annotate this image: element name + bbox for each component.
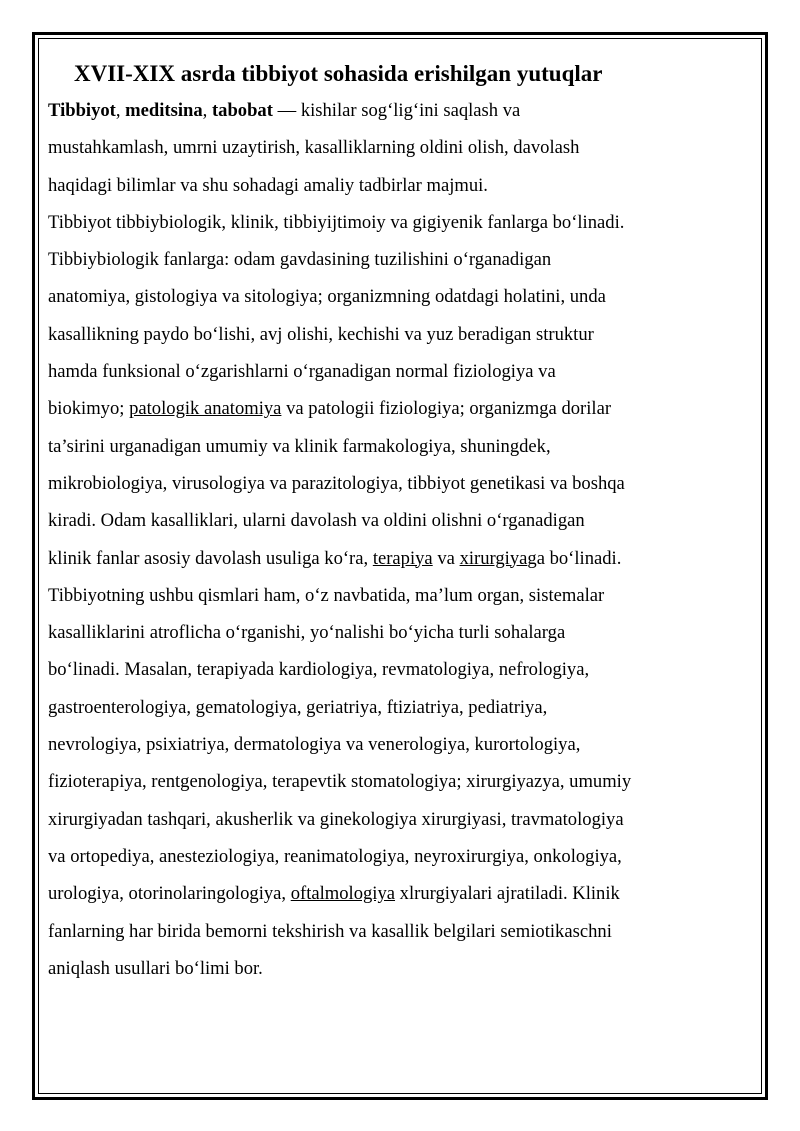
text-line: [48, 390, 738, 427]
term-tabobat: tabobat: [211, 100, 273, 121]
text-line: kasalliklarini atroflicha o‘rganishi, yo‘nalishi bo‘yicha turli sohalarga: [48, 622, 566, 644]
text-line: [48, 92, 738, 129]
text-fragment: va: [432, 547, 460, 569]
separator: ,: [115, 100, 126, 121]
text-line: [48, 875, 738, 912]
text-line: mikrobiologiya, virusologiya va parazitologiya, tibbiyot genetikasi va boshqa: [48, 472, 625, 494]
text-line: ta’sirini urganadigan umumiy va klinik farmakologiya, shuningdek,: [48, 435, 551, 457]
term-meditsina: meditsina: [125, 100, 203, 121]
document-body: [48, 56, 738, 987]
text-fragment: xlrurgiyalari ajratiladi. Klinik: [395, 883, 620, 905]
text-fragment: urologiya, otorinolaringologiya,: [48, 883, 291, 905]
text-line: fanlarning har birida bemorni tekshirish va kasallik belgilari semiotikaschni: [48, 920, 612, 942]
text-line: va ortopediya, anesteziologiya, reanimatologiya, neyroxirurgiya, onkologiya,: [48, 845, 622, 867]
link-xirurgiya[interactable]: xirurgiya: [459, 547, 528, 569]
text-line: Tibbiybiologik fanlarga: odam gavdasining tuzilishini o‘rganadigan: [48, 249, 552, 271]
text-line: gastroenterologiya, gematologiya, geriatriya, ftiziatriya, pediatriya,: [48, 696, 548, 718]
document-title: XVII-XIX asrda tibbiyot sohasida erishilgan yutuqlar: [74, 61, 603, 86]
link-terapiya[interactable]: terapiya: [372, 547, 433, 569]
text-line: fizioterapiya, rentgenologiya, terapevtik stomatologiya; xirurgiyazya, umumiy: [48, 771, 632, 793]
text-line: xirurgiyadan tashqari, akusherlik va ginekologiya xirurgiyasi, travmatologiya: [48, 808, 624, 830]
separator: ,: [202, 100, 212, 121]
text-line: aniqlash usullari bo‘limi bor.: [48, 957, 263, 979]
text-line: kiradi. Odam kasalliklari, ularni davolash va oldini olishni o‘rganadigan: [48, 510, 585, 532]
link-oftalmologiya[interactable]: oftalmologiya: [290, 883, 396, 905]
text-line: nevrologiya, psixiatriya, dermatologiya va venerologiya, kurortologiya,: [48, 734, 581, 756]
text-line: [48, 540, 738, 577]
text-fragment: ga bo‘linadi.: [527, 547, 622, 569]
text-line: kasallikning paydo bo‘lishi, avj olishi, kechishi va yuz beradigan struktur: [48, 323, 594, 345]
text-fragment: — kishilar sog‘lig‘ini saqlash va: [272, 100, 521, 121]
text-line: anatomiya, gistologiya va sitologiya; organizmning odatdagi holatini, unda: [48, 286, 606, 308]
text-line: Tibbiyotning ushbu qismlari ham, o‘z navbatida, ma’lum organ, sistemalar: [48, 584, 605, 606]
text-line: hamda funksional o‘zgarishlarni o‘rganadigan normal fiziologiya va: [48, 361, 556, 383]
text-line: haqidagi bilimlar va shu sohadagi amaliy tadbirlar majmui.: [48, 174, 488, 196]
term-tibbiyot: Tibbiyot: [48, 100, 116, 121]
text-fragment: biokimyo;: [48, 398, 130, 420]
text-line: Tibbiyot tibbiybiologik, klinik, tibbiyijtimoiy va gigiyenik fanlarga bo‘linadi.: [48, 211, 625, 233]
text-fragment: klinik fanlar asosiy davolash usuliga ko‘ra,: [48, 547, 373, 569]
text-line: bo‘linadi. Masalan, terapiyada kardiologiya, revmatologiya, nefrologiya,: [48, 659, 590, 681]
link-patologik-anatomiya[interactable]: patologik anatomiya: [129, 398, 282, 420]
text-fragment: va patologii fiziologiya; organizmga dorilar: [281, 398, 612, 420]
text-line: mustahkamlash, umrni uzaytirish, kasalliklarning oldini olish, davolash: [48, 137, 580, 159]
